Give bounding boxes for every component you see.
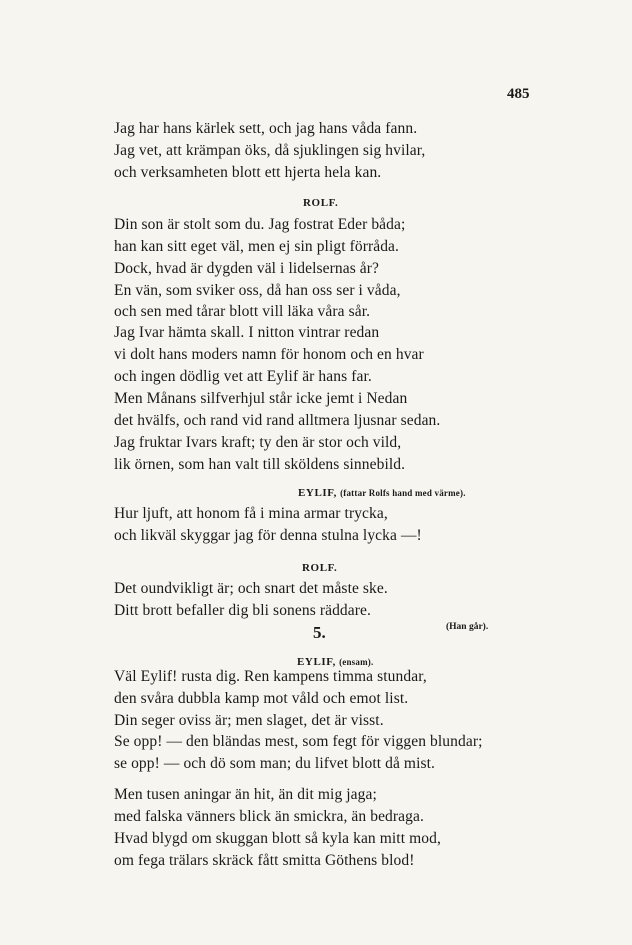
verse-line: Men tusen aningar än hit, än dit mig jaga; [114,786,377,803]
verse-line: om fega trälars skräck fått smitta Göthens blod! [114,852,415,869]
verse-line: Din son är stolt som du. Jag fostrat Eder båda; [114,216,406,233]
verse-line: Jag har hans kärlek sett, och jag hans våda fann. [114,120,418,137]
scene-number: 5. [313,623,326,642]
verse-line: lik örnen, som han valt till sköldens sinnebild. [114,456,406,473]
verse-line: Jag fruktar Ivars kraft; ty den är stor och vild, [114,434,402,451]
verse-line: Se opp! — den bländas mest, som fegt för viggen blundar; [114,733,483,750]
verse-line: det hvälfs, och rand vid rand alltmera ljusnar sedan. [114,412,441,429]
stage-direction: (Han går). [446,622,489,632]
stage-direction: (fattar Rolfs hand med värme). [340,488,466,498]
speaker-heading [298,487,466,499]
verse-line: Din seger oviss är; men slaget, det är visst. [114,712,384,729]
verse-line: han kan sitt eget väl, men ej sin pligt förråda. [114,238,400,255]
speaker-name: ROLF. [302,562,338,574]
page-number: 485 [507,86,530,102]
verse-line: vi dolt hans moders namn för honom och en hvar [114,346,424,363]
verse-line: Dock, hvad är dygden väl i lidelsernas år? [114,260,380,277]
stage-direction: (ensam). [339,657,374,667]
speaker-name: EYLIF, [297,656,336,668]
verse-line: och sen med tårar blott vill läka våra sår. [114,303,371,320]
verse-line: Jag vet, att krämpan öks, då sjuklingen sig hvilar, [114,142,426,159]
verse-line: den svåra dubbla kamp mot våld och emot list. [114,690,409,707]
verse-line: och likväl skyggar jag för denna stulna lycka —! [114,527,422,544]
verse-line: Men Månans silfverhjul står icke jemt i Nedan [114,390,408,407]
verse-line: Ditt brott befaller dig bli sonens räddare. [114,602,371,619]
speaker-name: ROLF. [303,197,339,209]
verse-line: Jag Ivar hämta skall. I nitton vintrar redan [114,324,380,341]
verse-line: och ingen dödlig vet att Eylif är hans far. [114,368,372,385]
speaker-heading [303,197,338,209]
speaker-name: EYLIF, [298,487,337,499]
speaker-heading [302,562,337,574]
verse-line: och verksamheten blott ett hjerta hela kan. [114,164,382,181]
verse-line: Det oundvikligt är; och snart det måste ske. [114,580,388,597]
speaker-heading [297,656,373,668]
verse-line: En vän, som sviker oss, då han oss ser i våda, [114,282,401,299]
verse-line: se opp! — och dö som man; du lifvet blott då mist. [114,755,435,772]
verse-line: Hvad blygd om skuggan blott så kyla kan mitt mod, [114,830,441,847]
verse-line: med falska vänners blick än smickra, än bedraga. [114,808,424,825]
verse-line: Hur ljuft, att honom få i mina armar trycka, [114,505,388,522]
verse-line: Väl Eylif! rusta dig. Ren kampens timma stundar, [114,668,427,685]
